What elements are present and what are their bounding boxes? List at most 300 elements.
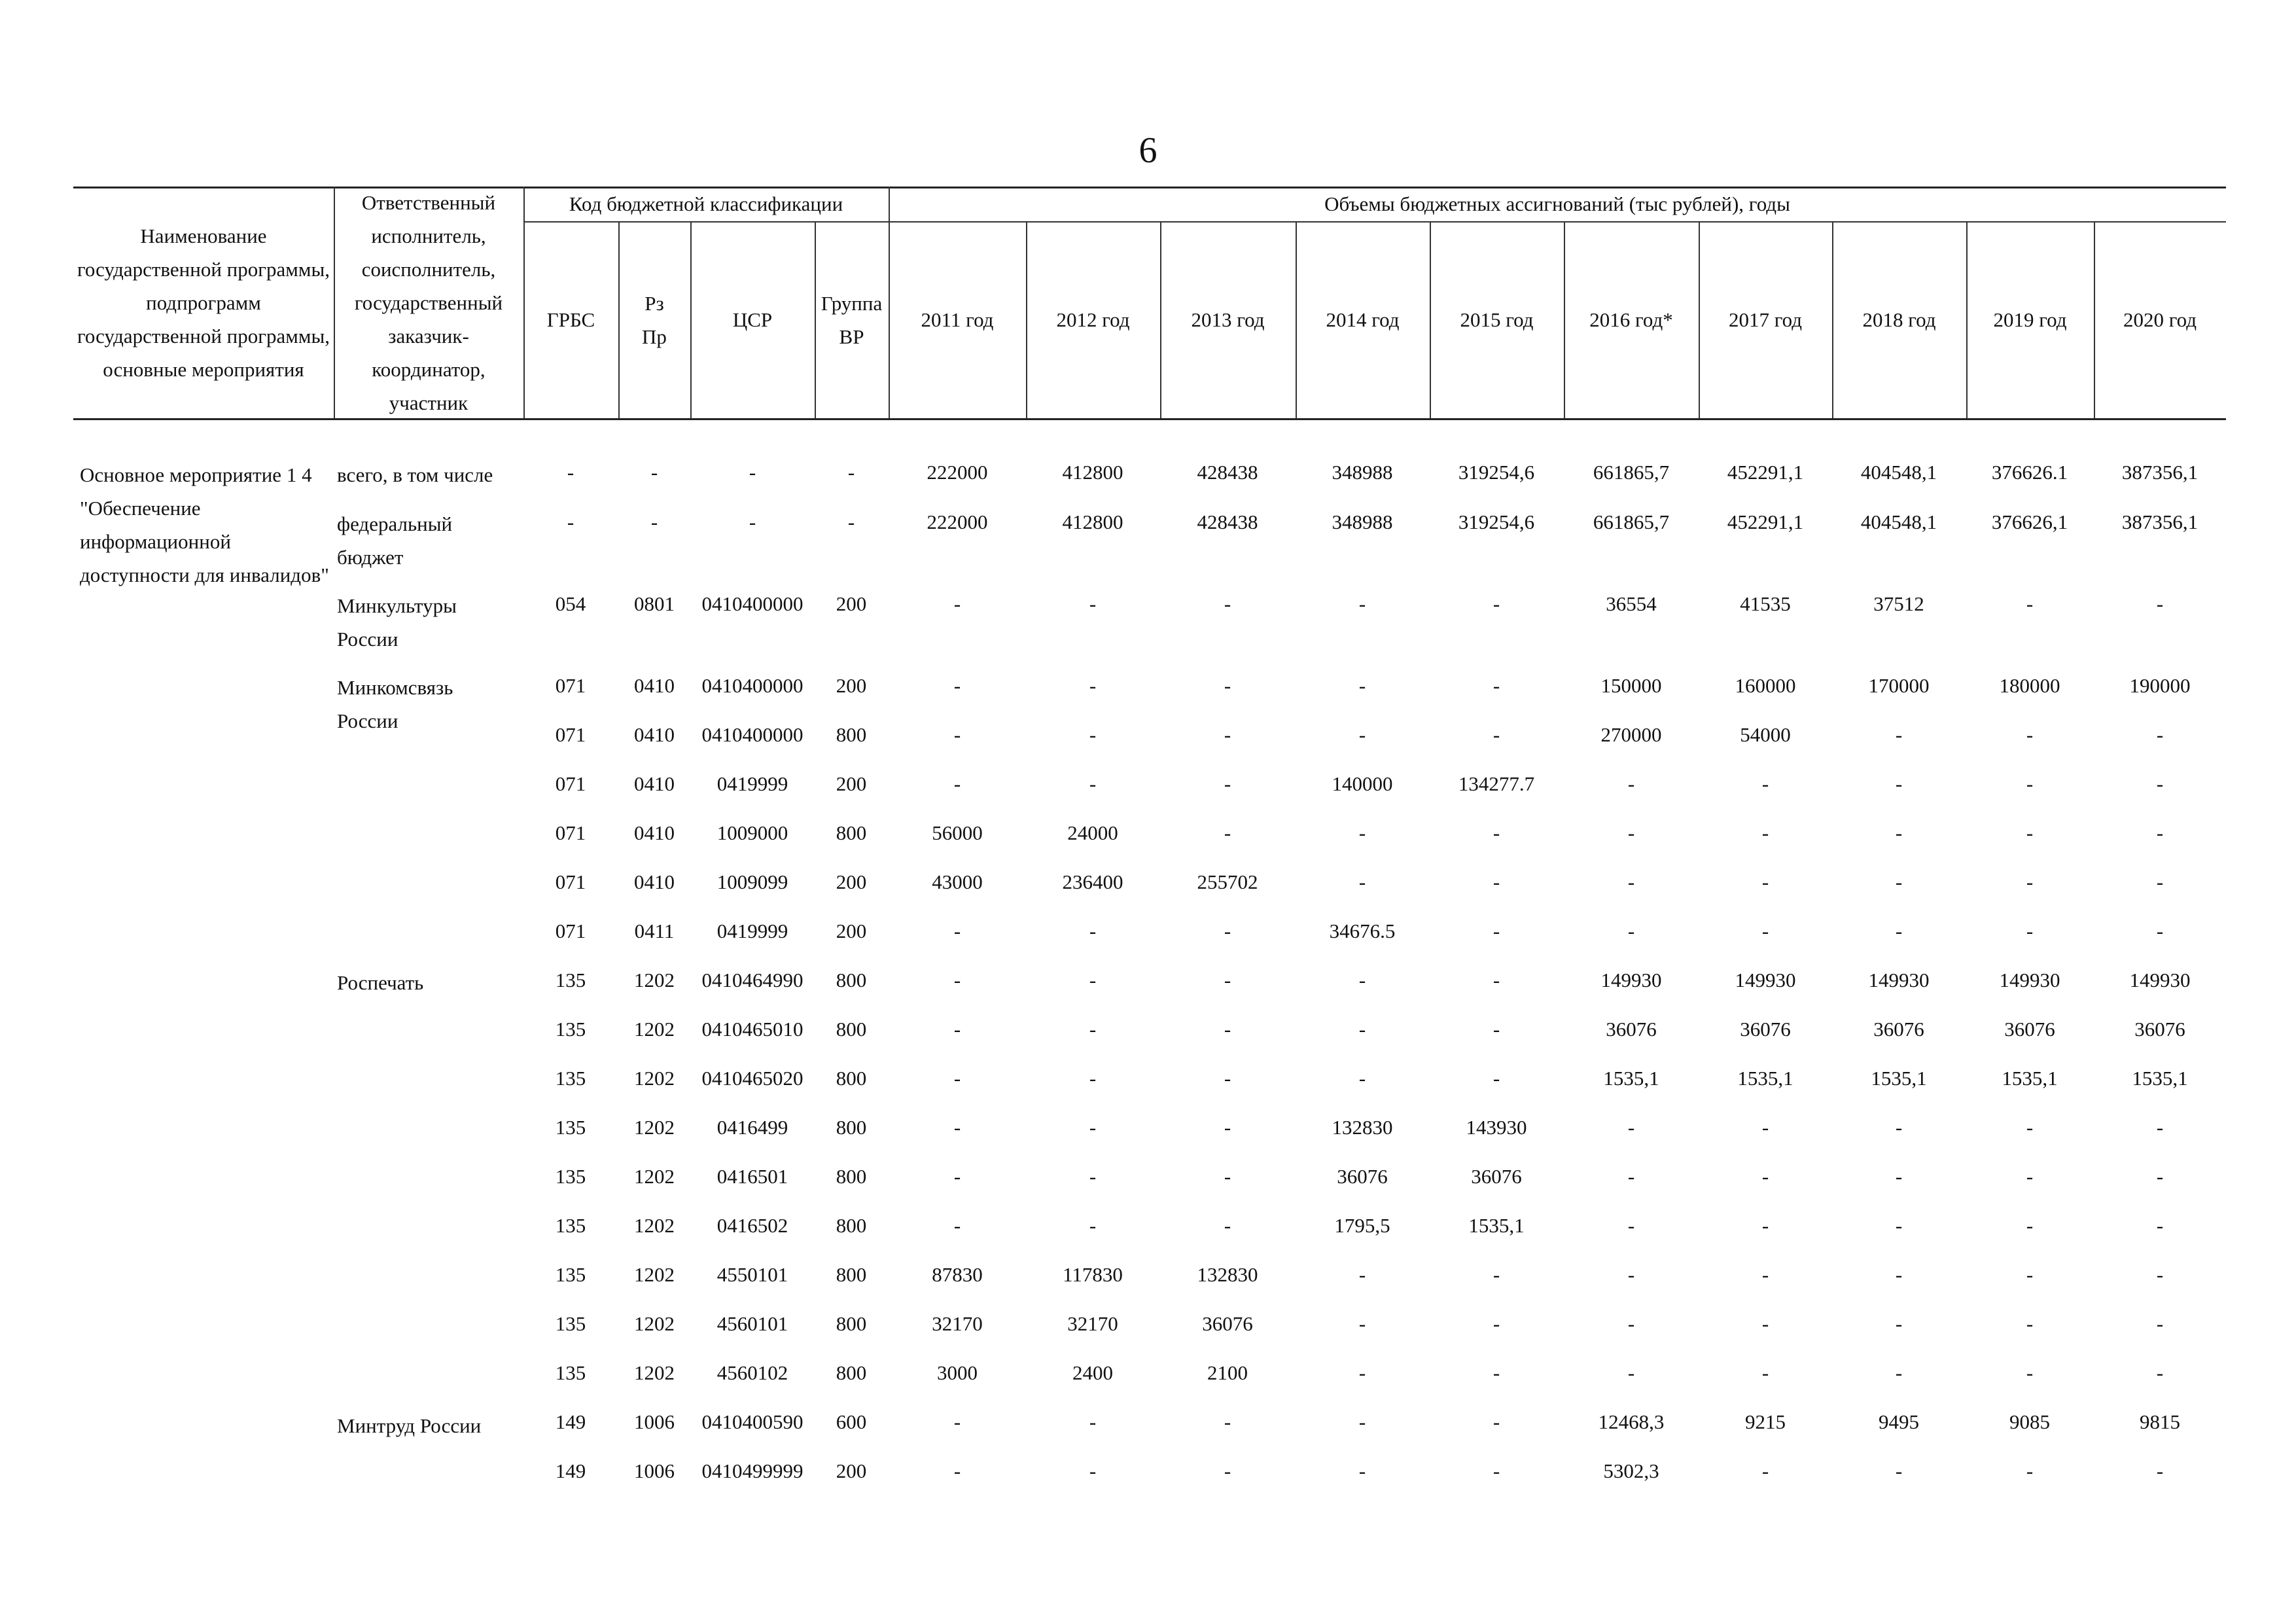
cell-y2020: - — [2156, 1312, 2164, 1335]
cell-y2015: - — [1492, 1361, 1500, 1384]
cell-y2019: - — [2026, 870, 2034, 893]
cell-csr: 0416501 — [716, 1165, 788, 1188]
cell-y2018: 404548,1 — [1860, 510, 1937, 533]
cell-rzpr: 1202 — [634, 969, 675, 991]
cell-y2013: 2100 — [1207, 1361, 1248, 1384]
cell-y2011: 32170 — [932, 1312, 983, 1335]
cell-y2011: - — [953, 674, 961, 697]
cell-y2013: - — [1224, 969, 1231, 991]
cell-y2012: - — [1089, 919, 1097, 942]
cell-csr: 0410400000 — [701, 674, 804, 697]
cell-y2016: - — [1627, 1263, 1635, 1286]
cell-y2014: - — [1358, 821, 1366, 844]
cell-grbs: 071 — [555, 870, 586, 893]
cell-y2019: - — [2026, 1116, 2034, 1139]
cell-vr: 800 — [836, 1214, 867, 1237]
cell-y2016: - — [1627, 1361, 1635, 1384]
cell-y2011: - — [953, 1165, 961, 1188]
cell-rzpr: 0801 — [634, 592, 675, 615]
cell-y2016: - — [1627, 1116, 1635, 1139]
cell-y2017: - — [1761, 1263, 1769, 1286]
cell-y2017: - — [1761, 870, 1769, 893]
cell-y2020: 149930 — [2129, 969, 2191, 991]
cell-y2020: 190000 — [2129, 674, 2191, 697]
cell-y2014: - — [1358, 1410, 1366, 1433]
cell-y2014: - — [1358, 1459, 1366, 1482]
cell-rzpr: 0410 — [634, 821, 675, 844]
cell-y2018: - — [1895, 1361, 1903, 1384]
cell-rzpr: 0411 — [634, 919, 675, 942]
cell-csr: 4560102 — [716, 1361, 788, 1384]
cell-y2014: - — [1358, 1263, 1366, 1286]
cell-rzpr: 0410 — [634, 870, 675, 893]
cell-rzpr: 1202 — [634, 1312, 675, 1335]
cell-y2016: - — [1627, 919, 1635, 942]
cell-y2014: - — [1358, 674, 1366, 697]
cell-y2019: 9085 — [2009, 1410, 2050, 1433]
cell-y2019: - — [2026, 592, 2034, 615]
cell-y2013: - — [1224, 821, 1231, 844]
cell-y2017: 149930 — [1735, 969, 1796, 991]
cell-y2019: 1535,1 — [2002, 1067, 2058, 1090]
cell-y2020: - — [2156, 1459, 2164, 1482]
cell-vr: 800 — [836, 723, 867, 746]
cell-csr: 0419999 — [716, 919, 788, 942]
cell-grbs: 071 — [555, 723, 586, 746]
cell-y2016: 661865,7 — [1593, 510, 1670, 533]
cell-y2018: 404548,1 — [1860, 461, 1937, 484]
cell-y2012: - — [1089, 674, 1097, 697]
cell-y2013: 428438 — [1197, 510, 1258, 533]
cell-y2013: - — [1224, 592, 1231, 615]
cell-y2016: - — [1627, 821, 1635, 844]
cell-y2018: 149930 — [1868, 969, 1930, 991]
cell-vr: 800 — [836, 1067, 867, 1090]
header-year-2019: 2019 год — [1993, 308, 2067, 331]
cell-y2019: - — [2026, 821, 2034, 844]
cell-y2013: 428438 — [1197, 461, 1258, 484]
cell-y2016: 12468,3 — [1598, 1410, 1665, 1433]
cell-y2014: - — [1358, 870, 1366, 893]
cell-vr: 800 — [836, 821, 867, 844]
cell-y2018: - — [1895, 821, 1903, 844]
cell-vr: 200 — [836, 870, 867, 893]
cell-vr: 800 — [836, 1165, 867, 1188]
cell-y2019: - — [2026, 723, 2034, 746]
cell-y2019: 376626,1 — [1991, 510, 2068, 533]
cell-grbs: 071 — [555, 919, 586, 942]
cell-y2019: - — [2026, 1263, 2034, 1286]
cell-grbs: 135 — [555, 1361, 586, 1384]
cell-y2011: - — [953, 1067, 961, 1090]
cell-grbs: 135 — [555, 1263, 586, 1286]
cell-y2018: - — [1895, 1312, 1903, 1335]
cell-vr: - — [847, 461, 855, 484]
cell-y2015: - — [1492, 919, 1500, 942]
cell-y2016: - — [1627, 870, 1635, 893]
cell-rzpr: 1006 — [634, 1459, 675, 1482]
header-year-2016: 2016 год* — [1589, 308, 1673, 331]
header-grbs: ГРБС — [546, 308, 595, 331]
cell-y2016: - — [1627, 1214, 1635, 1237]
cell-y2012: 412800 — [1062, 461, 1123, 484]
cell-vr: 200 — [836, 1459, 867, 1482]
cell-y2014: 348988 — [1332, 461, 1393, 484]
cell-y2015: - — [1492, 870, 1500, 893]
cell-y2013: - — [1224, 1018, 1231, 1041]
cell-grbs: 135 — [555, 1312, 586, 1335]
cell-y2012: - — [1089, 1410, 1097, 1433]
cell-y2012: 236400 — [1062, 870, 1123, 893]
header-rzpr: Рз Пр — [642, 291, 667, 348]
header-year-2017: 2017 год — [1728, 308, 1803, 331]
cell-y2012: - — [1089, 969, 1097, 991]
cell-y2012: - — [1089, 1018, 1097, 1041]
cell-y2020: - — [2156, 1214, 2164, 1237]
cell-vr: 800 — [836, 1361, 867, 1384]
header-year-2013: 2013 год — [1191, 308, 1265, 331]
cell-y2016: 5302,3 — [1603, 1459, 1659, 1482]
cell-y2015: - — [1492, 674, 1500, 697]
cell-y2012: 24000 — [1067, 821, 1118, 844]
executor-rospechat: Роспечать — [337, 971, 424, 994]
cell-rzpr: 1202 — [634, 1361, 675, 1384]
cell-y2020: - — [2156, 919, 2164, 942]
cell-y2011: 222000 — [927, 510, 988, 533]
cell-rzpr: 1006 — [634, 1410, 675, 1433]
cell-grbs: - — [567, 510, 574, 533]
cell-y2011: - — [953, 592, 961, 615]
cell-y2011: - — [953, 772, 961, 795]
cell-y2013: 255702 — [1197, 870, 1258, 893]
cell-y2011: - — [953, 1116, 961, 1139]
cell-y2018: - — [1895, 772, 1903, 795]
cell-y2012: 117830 — [1063, 1263, 1123, 1286]
cell-y2015: - — [1492, 969, 1500, 991]
cell-grbs: 071 — [555, 674, 586, 697]
cell-y2015: 319254,6 — [1458, 461, 1535, 484]
cell-csr: 1009000 — [716, 821, 788, 844]
cell-y2014: - — [1358, 1018, 1366, 1041]
cell-y2012: - — [1089, 772, 1097, 795]
cell-y2017: 1535,1 — [1737, 1067, 1793, 1090]
cell-csr: 0416502 — [716, 1214, 788, 1237]
cell-csr: 4550101 — [716, 1263, 788, 1286]
cell-y2013: 36076 — [1202, 1312, 1253, 1335]
cell-y2018: - — [1895, 1116, 1903, 1139]
cell-y2011: - — [953, 1410, 961, 1433]
cell-y2020: - — [2156, 723, 2164, 746]
executor-federal: федеральный бюджет — [337, 512, 453, 569]
cell-rzpr: 1202 — [634, 1067, 675, 1090]
cell-y2017: 452291,1 — [1727, 461, 1804, 484]
header-year-2014: 2014 год — [1326, 308, 1400, 331]
cell-y2019: 149930 — [1999, 969, 2060, 991]
cell-y2015: - — [1492, 1459, 1500, 1482]
cell-y2018: - — [1895, 1165, 1903, 1188]
cell-csr: 4560101 — [716, 1312, 788, 1335]
cell-csr: 1009099 — [716, 870, 788, 893]
executor-total: всего, в том числе — [337, 463, 493, 486]
cell-grbs: 149 — [555, 1459, 586, 1482]
cell-grbs: 135 — [555, 1214, 586, 1237]
cell-y2012: - — [1089, 1116, 1097, 1139]
cell-y2018: 1535,1 — [1871, 1067, 1927, 1090]
cell-y2018: 9495 — [1879, 1410, 1919, 1433]
cell-y2019: 180000 — [1999, 674, 2060, 697]
cell-y2011: - — [953, 1459, 961, 1482]
cell-csr: 0410465020 — [701, 1067, 804, 1090]
cell-y2012: 412800 — [1062, 510, 1123, 533]
header-csr: ЦСР — [732, 308, 773, 331]
cell-y2014: 36076 — [1337, 1165, 1388, 1188]
cell-y2016: 149930 — [1600, 969, 1662, 991]
cell-y2013: - — [1224, 1165, 1231, 1188]
cell-y2011: - — [953, 723, 961, 746]
cell-y2020: 1535,1 — [2132, 1067, 2188, 1090]
cell-y2017: 54000 — [1740, 723, 1791, 746]
cell-y2020: - — [2156, 1361, 2164, 1384]
cell-vr: 200 — [836, 919, 867, 942]
cell-y2018: - — [1895, 1263, 1903, 1286]
cell-y2016: 1535,1 — [1603, 1067, 1659, 1090]
cell-y2015: - — [1492, 723, 1500, 746]
header-year-2018: 2018 год — [1862, 308, 1936, 331]
cell-rzpr: 0410 — [634, 723, 675, 746]
cell-rzpr: 1202 — [634, 1214, 675, 1237]
cell-y2014: 1795,5 — [1334, 1214, 1390, 1237]
cell-y2020: - — [2156, 1116, 2164, 1139]
cell-vr: 600 — [836, 1410, 867, 1433]
header-year-2011: 2011 год — [921, 308, 994, 331]
cell-y2018: - — [1895, 723, 1903, 746]
cell-y2020: 9815 — [2140, 1410, 2180, 1433]
cell-y2013: - — [1224, 1459, 1231, 1482]
cell-y2017: 41535 — [1740, 592, 1791, 615]
cell-y2011: 43000 — [932, 870, 983, 893]
cell-csr: 0410465010 — [701, 1018, 804, 1041]
cell-y2015: - — [1492, 1263, 1500, 1286]
header-executor-col: Ответственный исполнитель, соисполнитель, государственный заказчик-координатор, участник — [354, 190, 503, 414]
cell-grbs: 071 — [555, 821, 586, 844]
cell-y2012: 32170 — [1067, 1312, 1118, 1335]
cell-y2020: - — [2156, 592, 2164, 615]
cell-y2020: 387356,1 — [2121, 510, 2199, 533]
cell-y2015: 143930 — [1466, 1116, 1527, 1139]
cell-y2013: - — [1224, 772, 1231, 795]
executor-minkomsvyaz: Минкомсвязь России — [337, 676, 453, 732]
cell-y2020: - — [2156, 772, 2164, 795]
header-vr: Группа ВР — [821, 291, 883, 348]
page-number: 6 — [1139, 130, 1157, 171]
cell-y2015: - — [1492, 1410, 1500, 1433]
cell-y2011: - — [953, 969, 961, 991]
cell-vr: 200 — [836, 772, 867, 795]
cell-y2014: 348988 — [1332, 510, 1393, 533]
cell-y2018: - — [1895, 1214, 1903, 1237]
cell-y2017: - — [1761, 1165, 1769, 1188]
executor-mintrud: Минтруд России — [337, 1414, 482, 1437]
cell-y2020: - — [2156, 1165, 2164, 1188]
cell-y2019: - — [2026, 772, 2034, 795]
cell-csr: 0410400000 — [701, 723, 804, 746]
cell-vr: 800 — [836, 1263, 867, 1286]
cell-y2014: 132830 — [1332, 1116, 1393, 1139]
executor-minkult: Минкультуры России — [337, 594, 457, 651]
header-year-2012: 2012 год — [1056, 308, 1130, 331]
cell-y2011: - — [953, 1018, 961, 1041]
cell-y2013: - — [1224, 1116, 1231, 1139]
cell-y2020: - — [2156, 1263, 2164, 1286]
cell-grbs: 071 — [555, 772, 586, 795]
cell-y2018: 170000 — [1868, 674, 1930, 697]
cell-y2016: - — [1627, 772, 1635, 795]
cell-y2019: - — [2026, 1361, 2034, 1384]
cell-y2019: 36076 — [2004, 1018, 2055, 1041]
cell-y2011: 3000 — [937, 1361, 978, 1384]
cell-grbs: 135 — [555, 1165, 586, 1188]
cell-y2012: - — [1089, 1067, 1097, 1090]
cell-y2014: - — [1358, 592, 1366, 615]
cell-y2015: - — [1492, 592, 1500, 615]
cell-y2011: - — [953, 919, 961, 942]
cell-y2012: - — [1089, 592, 1097, 615]
cell-y2018: 36076 — [1873, 1018, 1924, 1041]
header-year-2020: 2020 год — [2123, 308, 2197, 331]
cell-y2017: - — [1761, 1361, 1769, 1384]
cell-y2013: - — [1224, 919, 1231, 942]
cell-y2016: 270000 — [1600, 723, 1662, 746]
cell-csr: 0419999 — [716, 772, 788, 795]
cell-y2013: - — [1224, 674, 1231, 697]
cell-y2011: 222000 — [927, 461, 988, 484]
cell-y2019: 376626.1 — [1991, 461, 2068, 484]
header-year-2015: 2015 год — [1460, 308, 1534, 331]
cell-y2013: - — [1224, 723, 1231, 746]
cell-rzpr: 0410 — [634, 772, 675, 795]
cell-y2019: - — [2026, 1214, 2034, 1237]
cell-y2015: - — [1492, 821, 1500, 844]
cell-csr: 0416499 — [716, 1116, 788, 1139]
cell-grbs: 054 — [555, 592, 586, 615]
cell-y2014: - — [1358, 1361, 1366, 1384]
cell-y2012: - — [1089, 1165, 1097, 1188]
cell-y2017: - — [1761, 919, 1769, 942]
cell-y2016: - — [1627, 1165, 1635, 1188]
cell-csr: 0410400590 — [701, 1410, 804, 1433]
cell-y2018: - — [1895, 919, 1903, 942]
cell-y2017: - — [1761, 821, 1769, 844]
cell-y2014: 140000 — [1332, 772, 1393, 795]
cell-y2019: - — [2026, 919, 2034, 942]
cell-y2017: - — [1761, 1459, 1769, 1482]
cell-y2020: 387356,1 — [2121, 461, 2199, 484]
header-name-col: Наименование государственной программы, подпрограмм государственной программы, основные мероприятия — [77, 224, 330, 381]
cell-vr: 800 — [836, 1116, 867, 1139]
cell-csr: - — [749, 510, 756, 533]
cell-y2014: - — [1358, 969, 1366, 991]
cell-y2012: - — [1089, 1459, 1097, 1482]
cell-rzpr: 0410 — [634, 674, 675, 697]
cell-y2020: - — [2156, 870, 2164, 893]
cell-y2014: - — [1358, 1312, 1366, 1335]
cell-y2019: - — [2026, 1459, 2034, 1482]
cell-grbs: 135 — [555, 1116, 586, 1139]
cell-y2017: - — [1761, 772, 1769, 795]
cell-grbs: 135 — [555, 1018, 586, 1041]
cell-y2015: - — [1492, 1067, 1500, 1090]
cell-y2016: 661865,7 — [1593, 461, 1670, 484]
cell-y2017: - — [1761, 1116, 1769, 1139]
cell-y2011: 56000 — [932, 821, 983, 844]
cell-y2014: - — [1358, 723, 1366, 746]
cell-y2015: 319254,6 — [1458, 510, 1535, 533]
cell-y2015: 1535,1 — [1468, 1214, 1525, 1237]
header-volumes-group: Объемы бюджетных ассигнований (тыс рублей), годы — [1324, 192, 1790, 215]
cell-csr: 0410464990 — [701, 969, 804, 991]
cell-y2016: - — [1627, 1312, 1635, 1335]
cell-y2011: 87830 — [932, 1263, 983, 1286]
cell-csr: 0410499999 — [701, 1459, 804, 1482]
cell-y2019: - — [2026, 1165, 2034, 1188]
cell-y2017: 9215 — [1745, 1410, 1786, 1433]
cell-y2012: - — [1089, 723, 1097, 746]
cell-rzpr: 1202 — [634, 1263, 675, 1286]
cell-rzpr: 1202 — [634, 1116, 675, 1139]
cell-y2013: - — [1224, 1410, 1231, 1433]
cell-y2018: - — [1895, 870, 1903, 893]
cell-grbs: 135 — [555, 969, 586, 991]
cell-y2018: 37512 — [1873, 592, 1924, 615]
cell-vr: 800 — [836, 1312, 867, 1335]
cell-vr: - — [847, 510, 855, 533]
cell-y2017: 160000 — [1735, 674, 1796, 697]
cell-y2017: 452291,1 — [1727, 510, 1804, 533]
cell-y2011: - — [953, 1214, 961, 1237]
cell-y2020: 36076 — [2134, 1018, 2185, 1041]
cell-vr: 800 — [836, 1018, 867, 1041]
cell-y2012: 2400 — [1072, 1361, 1113, 1384]
cell-y2016: 36554 — [1606, 592, 1657, 615]
cell-y2016: 150000 — [1600, 674, 1662, 697]
cell-y2015: 134277.7 — [1458, 772, 1535, 795]
cell-y2015: 36076 — [1471, 1165, 1522, 1188]
cell-vr: 800 — [836, 969, 867, 991]
cell-y2015: - — [1492, 1312, 1500, 1335]
cell-y2015: - — [1492, 1018, 1500, 1041]
cell-vr: 200 — [836, 674, 867, 697]
cell-rzpr: 1202 — [634, 1018, 675, 1041]
cell-rzpr: 1202 — [634, 1165, 675, 1188]
cell-csr: - — [749, 461, 756, 484]
cell-y2013: - — [1224, 1214, 1231, 1237]
cell-y2017: 36076 — [1740, 1018, 1791, 1041]
cell-grbs: 149 — [555, 1410, 586, 1433]
cell-y2014: - — [1358, 1067, 1366, 1090]
cell-y2016: 36076 — [1606, 1018, 1657, 1041]
cell-y2020: - — [2156, 821, 2164, 844]
cell-vr: 200 — [836, 592, 867, 615]
activity-name: Основное мероприятие 1 4 "Обеспечение информационной доступности для инвалидов" — [80, 463, 329, 586]
cell-y2017: - — [1761, 1214, 1769, 1237]
header-budget-code-group: Код бюджетной классификации — [569, 192, 843, 215]
cell-rzpr: - — [650, 510, 658, 533]
cell-grbs: - — [567, 461, 574, 484]
cell-rzpr: - — [650, 461, 658, 484]
cell-csr: 0410400000 — [701, 592, 804, 615]
cell-y2019: - — [2026, 1312, 2034, 1335]
cell-y2013: 132830 — [1197, 1263, 1258, 1286]
